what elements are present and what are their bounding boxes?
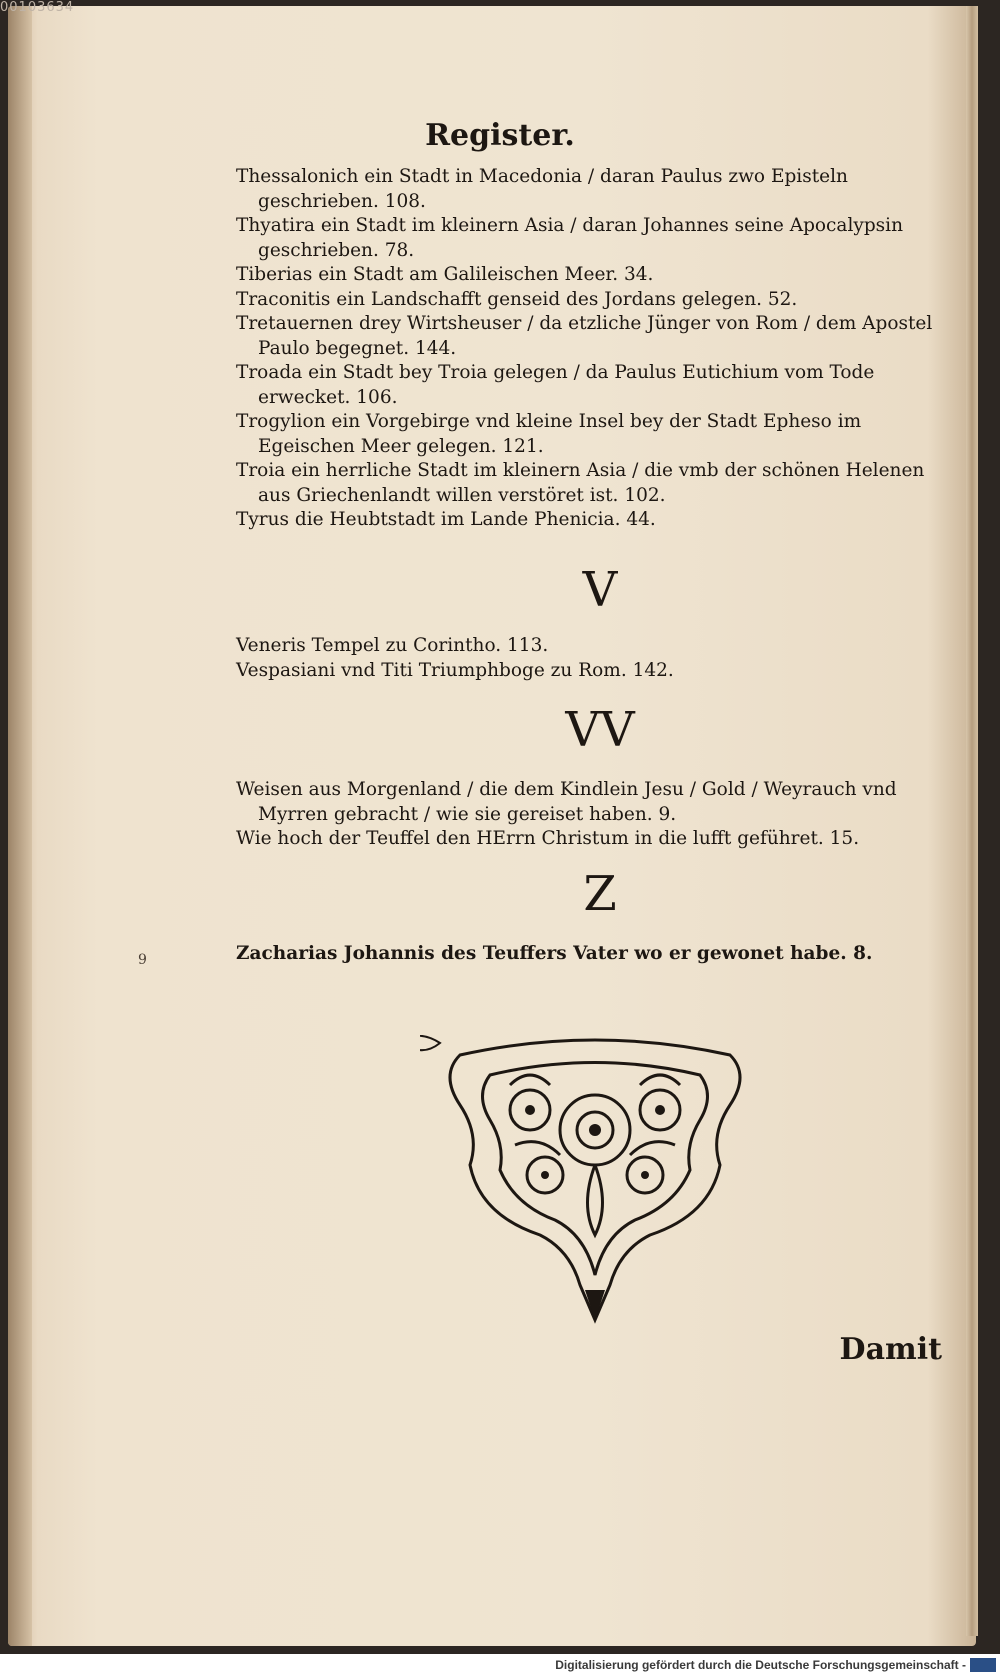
register-section-v [236, 634, 946, 683]
catchword: Damit [839, 1332, 942, 1367]
section-letter-vv: VV [565, 702, 635, 758]
register-entry: Thessalonich ein Stadt in Macedonia / daran Paulus zwo Episteln geschrieben. 108. [236, 166, 848, 212]
page-edge [966, 6, 978, 1636]
register-entry: Tyrus die Heubtstadt im Lande Phenicia. 44. [236, 509, 656, 530]
dfg-logo [970, 1658, 996, 1672]
register-entry: Troia ein herrliche Stadt im kleinern Asia / die vmb der schönen Helenen aus Griechenlandt willen verstöret ist. 102. [236, 460, 925, 506]
register-entry: Wie hoch der Teuffel den HErrn Christum in die lufft geführet. 15. [236, 828, 860, 849]
register-entry: Vespasiani vnd Titi Triumphboge zu Rom. 142. [236, 659, 674, 681]
register-section-vv [236, 778, 946, 852]
register-entry: Troada ein Stadt bey Troia gelegen / da Paulus Eutichium vom Tode erwecket. 106. [236, 362, 875, 408]
running-head: Register. [425, 118, 575, 153]
register-entry: Veneris Tempel zu Corintho. 113. [236, 635, 549, 656]
register-entry: Tiberias ein Stadt am Galileischen Meer. 34. [236, 264, 654, 285]
shelfmark: 00103634 [0, 0, 75, 15]
section-letter-v: V [582, 562, 618, 618]
register-entry: Traconitis ein Landschafft genseid des Jordans gelegen. 52. [236, 288, 798, 310]
register-entry: Trogylion ein Vorgebirge vnd kleine Insel bey der Stadt Epheso im Egeischen Meer gelegen. 121. [236, 411, 862, 457]
register-entry: Tretauernen drey Wirtsheuser / da etzliche Jünger von Rom / dem Apostel Paulo begegnet. 144. [236, 313, 933, 359]
register-section-t [236, 165, 946, 533]
register-entry: Weisen aus Morgenland / die dem Kindlein Jesu / Gold / Weyrauch vnd Myrren gebracht / wie sie gereiset haben. 9. [236, 779, 897, 825]
register-entry: Zacharias Johannis des Teuffers Vater wo er gewonet habe. 8. [236, 943, 873, 964]
register-entry: Thyatira ein Stadt im kleinern Asia / daran Johannes seine Apocalypsin geschrieben. 78. [236, 215, 903, 261]
register-section-z [236, 942, 946, 967]
margin-mark: 9 [138, 952, 147, 968]
section-letter-z: Z [583, 866, 617, 922]
footer-credit [0, 1654, 1000, 1676]
footer-text: Digitalisierung gefördert durch die Deutsche Forschungsgemeinschaft - [555, 1658, 966, 1672]
page-gutter [8, 6, 32, 1646]
ornament-vignette [420, 1035, 770, 1325]
